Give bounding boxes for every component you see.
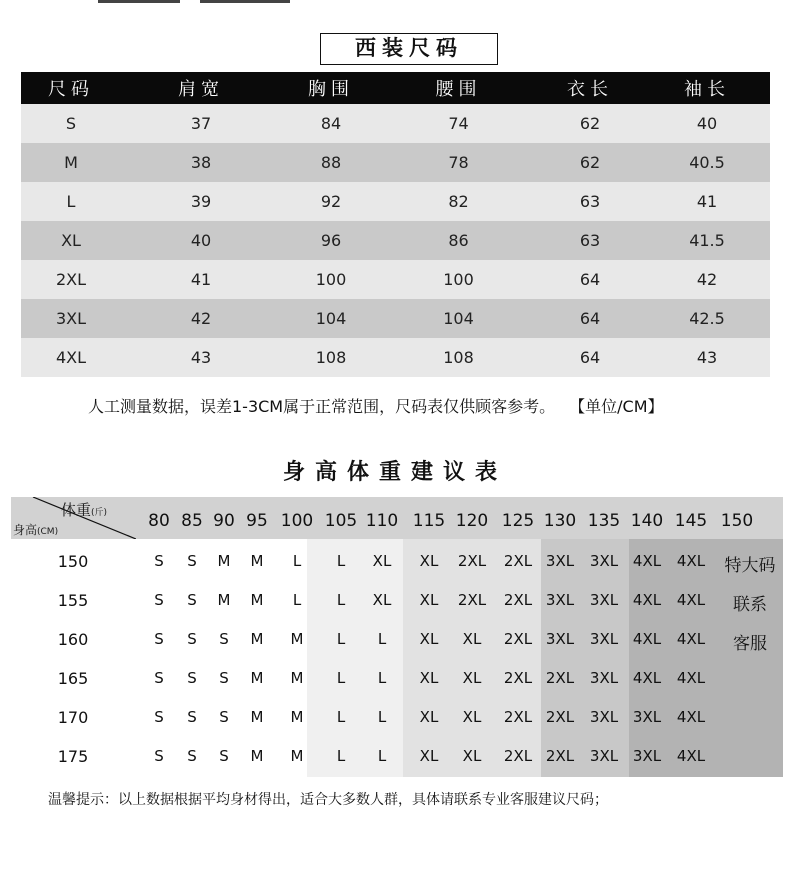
value-cell: 62 [536,104,644,143]
header-cell: 袖长 [644,72,770,104]
value-cell: 41 [644,182,770,221]
size-suggestion-cell: 2XL [457,552,487,570]
height-cell: 170 [57,708,89,727]
value-cell: 63 [536,182,644,221]
header-cell: 肩宽 [121,72,281,104]
size-table-title: 西装尺码 [320,33,498,65]
size-suggestion-cell: 4XL [632,591,662,609]
value-cell: 104 [381,299,536,338]
size-suggestion-cell: S [154,552,164,570]
size-suggestion-cell: L [377,747,387,765]
size-suggestion-cell: S [187,669,197,687]
size-suggestion-cell: 4XL [632,552,662,570]
value-cell: 64 [536,299,644,338]
size-suggestion-cell: 4XL [676,669,706,687]
weight-header-cell: 125 [501,511,535,531]
table-row [21,221,770,260]
size-suggestion-cell: XL [419,591,439,609]
value-cell: 39 [121,182,281,221]
size-suggestion-cell: 4XL [676,630,706,648]
size-cell: 4XL [21,338,121,377]
size-suggestion-cell: S [219,669,229,687]
value-cell: 40 [644,104,770,143]
header-cell: 腰围 [381,72,536,104]
size-suggestion-cell: XL [372,591,392,609]
value-cell: 40.5 [644,143,770,182]
table-row [21,260,770,299]
measurement-note [88,394,664,417]
size-suggestion-cell: S [187,630,197,648]
size-suggestion-cell: 2XL [503,669,533,687]
size-suggestion-cell: 2XL [545,747,575,765]
size-suggestion-cell: 3XL [589,591,619,609]
size-suggestion-cell: M [250,552,264,570]
weight-table-title: 身高体重建议表 [282,460,507,485]
value-cell: 92 [281,182,381,221]
size-suggestion-cell: M [290,669,304,687]
weight-header-cell: 100 [280,511,314,531]
value-cell: 100 [281,260,381,299]
size-suggestion-cell: 2XL [457,591,487,609]
size-suggestion-cell: 3XL [545,591,575,609]
size-suggestion-cell: 3XL [589,552,619,570]
size-suggestion-cell: 3XL [545,630,575,648]
size-suggestion-cell: XL [419,552,439,570]
value-cell: 43 [644,338,770,377]
value-cell: 38 [121,143,281,182]
weight-header-cell: 80 [148,511,170,531]
size-suggestion-cell: 3XL [589,747,619,765]
value-cell: 64 [536,338,644,377]
size-suggestion-cell: 3XL [632,708,662,726]
size-suggestion-cell: XL [462,708,482,726]
size-suggestion-cell: L [336,708,346,726]
weight-header-cell: 140 [630,511,664,531]
size-suggestion-cell: XL [372,552,392,570]
contact-service-label: 客服 [733,634,767,654]
weight-header-cell: 150 [720,511,754,531]
size-suggestion-cell: S [187,708,197,726]
size-suggestion-cell: 4XL [676,591,706,609]
size-suggestion-cell: 3XL [545,552,575,570]
size-suggestion-cell: L [377,669,387,687]
size-suggestion-cell: S [187,591,197,609]
size-table [21,72,770,377]
value-cell: 78 [381,143,536,182]
size-suggestion-cell: M [290,630,304,648]
size-suggestion-cell: 2XL [503,552,533,570]
table-row [21,143,770,182]
table-row [21,338,770,377]
size-suggestion-cell: 3XL [589,630,619,648]
size-suggestion-cell: S [154,591,164,609]
value-cell: 108 [381,338,536,377]
size-suggestion-cell: 4XL [676,552,706,570]
size-suggestion-cell: L [336,747,346,765]
band-m [206,539,307,777]
size-suggestion-cell: 2XL [503,630,533,648]
value-cell: 41 [121,260,281,299]
height-weight-table [11,497,783,777]
value-cell: 96 [281,221,381,260]
weight-header-cell: 130 [543,511,577,531]
size-suggestion-cell: M [290,708,304,726]
size-suggestion-cell: 2XL [503,708,533,726]
tip-note: 温馨提示：以上数据根据平均身材得出，适合大多数人群，具体请联系专业客服建议尺码； [48,792,608,808]
size-cell: M [21,143,121,182]
weight-header-cell: 95 [246,511,268,531]
size-cell: XL [21,221,121,260]
unit-label: 【单位/CM】 [577,397,664,416]
size-suggestion-cell: M [290,747,304,765]
weight-header-cell: 90 [213,511,235,531]
value-cell: 108 [281,338,381,377]
value-cell: 37 [121,104,281,143]
weight-header-cell: 115 [412,511,446,531]
size-cell: S [21,104,121,143]
size-cell: 3XL [21,299,121,338]
size-suggestion-cell: S [219,708,229,726]
size-suggestion-cell: M [250,630,264,648]
size-suggestion-cell: XL [462,630,482,648]
header-cell: 尺码 [21,72,121,104]
size-suggestion-cell: 2XL [503,747,533,765]
size-suggestion-cell: L [292,591,302,609]
band-s [11,539,206,777]
value-cell: 63 [536,221,644,260]
size-cell: 2XL [21,260,121,299]
value-cell: 86 [381,221,536,260]
size-suggestion-cell: S [154,747,164,765]
size-suggestion-cell: M [250,708,264,726]
size-suggestion-cell: L [377,630,387,648]
size-suggestion-cell: L [336,669,346,687]
value-cell: 88 [281,143,381,182]
size-suggestion-cell: L [336,552,346,570]
table-row [21,182,770,221]
value-cell: 42 [644,260,770,299]
contact-service-label: 联系 [733,595,767,615]
weight-header-cell: 135 [587,511,621,531]
header-corner [11,497,136,539]
height-cell: 150 [57,552,89,571]
value-cell: 82 [381,182,536,221]
height-cell: 160 [57,630,89,649]
band-xl [403,539,541,777]
size-suggestion-cell: S [187,552,197,570]
size-suggestion-cell: S [219,630,229,648]
weight-header-cell: 85 [181,511,203,531]
size-suggestion-cell: S [154,630,164,648]
size-suggestion-cell: XL [419,747,439,765]
value-cell: 100 [381,260,536,299]
weight-header-cell: 110 [365,511,399,531]
size-suggestion-cell: 3XL [589,708,619,726]
value-cell: 104 [281,299,381,338]
size-suggestion-cell: M [217,591,231,609]
size-suggestion-cell: 3XL [632,747,662,765]
size-suggestion-cell: XL [419,669,439,687]
value-cell: 74 [381,104,536,143]
weight-header-cell: 120 [455,511,489,531]
value-cell: 43 [121,338,281,377]
weight-header-cell: 105 [324,511,358,531]
value-cell: 42 [121,299,281,338]
value-cell: 42.5 [644,299,770,338]
size-suggestion-cell: 2XL [503,591,533,609]
size-suggestion-cell: L [377,708,387,726]
size-suggestion-cell: M [250,591,264,609]
weight-header-cell: 145 [674,511,708,531]
height-cell: 175 [57,747,89,766]
height-cell: 165 [57,669,89,688]
size-suggestion-cell: 3XL [589,669,619,687]
header-cell: 衣长 [536,72,644,104]
value-cell: 64 [536,260,644,299]
size-suggestion-cell: S [187,747,197,765]
size-suggestion-cell: M [217,552,231,570]
size-suggestion-cell: XL [462,669,482,687]
size-suggestion-cell: L [336,591,346,609]
size-suggestion-cell: L [292,552,302,570]
band-l [307,539,403,777]
size-suggestion-cell: XL [419,708,439,726]
value-cell: 84 [281,104,381,143]
size-table-header [21,72,770,104]
size-suggestion-cell: S [154,669,164,687]
top-decoration [98,0,290,4]
height-label: 身高(CM) [13,523,59,537]
size-suggestion-cell: M [250,669,264,687]
size-suggestion-cell: 2XL [545,669,575,687]
weight-label: 体重(斤) [61,501,108,519]
size-suggestion-cell: 4XL [632,669,662,687]
size-suggestion-cell: L [336,630,346,648]
value-cell: 40 [121,221,281,260]
band-3xl [541,539,629,777]
size-suggestion-cell: 4XL [676,747,706,765]
size-suggestion-cell: M [250,747,264,765]
size-cell: L [21,182,121,221]
size-suggestion-cell: 2XL [545,708,575,726]
value-cell: 41.5 [644,221,770,260]
size-suggestion-cell: XL [419,630,439,648]
table-row [21,299,770,338]
contact-service-label: 特大码 [724,556,776,576]
size-suggestion-cell: 4XL [632,630,662,648]
header-cell: 胸围 [281,72,381,104]
size-suggestion-cell: 4XL [676,708,706,726]
height-cell: 155 [57,591,89,610]
table-row [21,104,770,143]
size-suggestion-cell: XL [462,747,482,765]
size-suggestion-cell: S [219,747,229,765]
size-suggestion-cell: S [154,708,164,726]
value-cell: 62 [536,143,644,182]
note-text: 人工测量数据，误差1-3CM属于正常范围，尺码表仅供顾客参考。 [88,397,556,416]
